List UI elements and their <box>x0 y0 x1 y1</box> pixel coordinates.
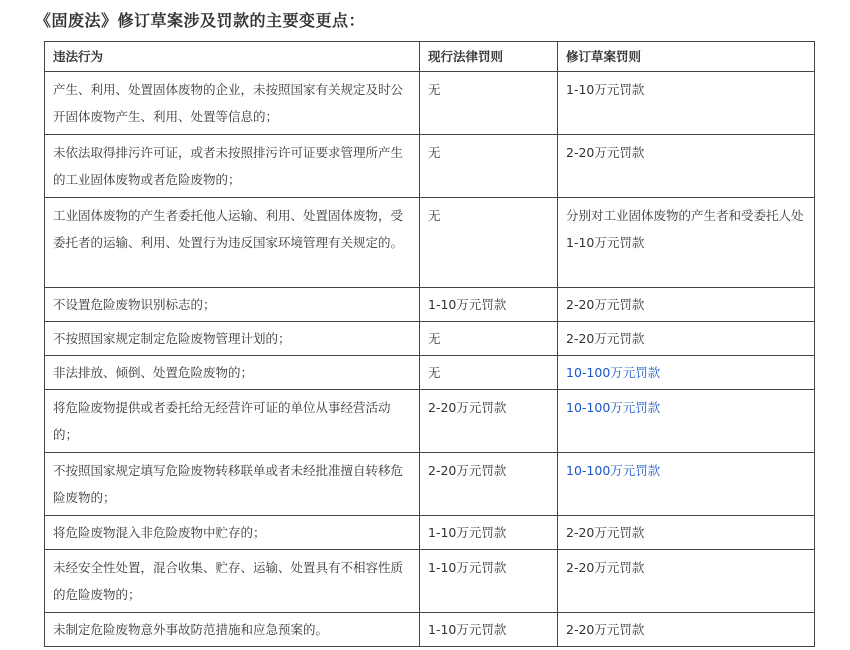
behavior-cell: 不按照国家规定制定危险废物管理计划的； <box>45 322 420 356</box>
table-row <box>45 135 815 198</box>
current-penalty-cell: 1-10万元罚款 <box>420 613 558 647</box>
current-penalty-cell: 无 <box>420 198 558 288</box>
behavior-cell: 不按照国家规定填写危险废物转移联单或者未经批准擅自转移危险废物的； <box>45 453 420 516</box>
current-penalty-cell: 无 <box>420 135 558 198</box>
revised-penalty-cell: 2-20万元罚款 <box>558 135 815 198</box>
behavior-cell: 未制定危险废物意外事故防范措施和应急预案的。 <box>45 613 420 647</box>
behavior-cell: 不设置危险废物识别标志的； <box>45 288 420 322</box>
current-penalty-cell: 2-20万元罚款 <box>420 390 558 453</box>
current-penalty-cell: 无 <box>420 72 558 135</box>
current-penalty-cell: 1-10万元罚款 <box>420 550 558 613</box>
table-header-row <box>45 42 815 72</box>
header-revised-penalty: 修订草案罚则 <box>558 42 815 72</box>
revised-penalty-cell-highlighted: 10-100万元罚款 <box>558 356 815 390</box>
table-row <box>45 453 815 516</box>
table-row <box>45 613 815 647</box>
revised-penalty-cell: 分别对工业固体废物的产生者和受委托人处1-10万元罚款 <box>558 198 815 288</box>
current-penalty-cell: 无 <box>420 322 558 356</box>
header-behavior: 违法行为 <box>45 42 420 72</box>
table-row <box>45 198 815 288</box>
revised-penalty-cell: 2-20万元罚款 <box>558 516 815 550</box>
behavior-cell: 将危险废物混入非危险废物中贮存的； <box>45 516 420 550</box>
revised-penalty-cell-highlighted: 10-100万元罚款 <box>558 453 815 516</box>
current-penalty-cell: 1-10万元罚款 <box>420 288 558 322</box>
behavior-cell: 未经安全性处置，混合收集、贮存、运输、处置具有不相容性质的危险废物的； <box>45 550 420 613</box>
table-row <box>45 390 815 453</box>
revised-penalty-cell: 2-20万元罚款 <box>558 322 815 356</box>
revised-penalty-cell: 1-10万元罚款 <box>558 72 815 135</box>
table-row <box>45 356 815 390</box>
revised-penalty-cell: 2-20万元罚款 <box>558 613 815 647</box>
table-row <box>45 550 815 613</box>
revised-penalty-cell: 2-20万元罚款 <box>558 550 815 613</box>
behavior-cell: 未依法取得排污许可证，或者未按照排污许可证要求管理所产生的工业固体废物或者危险废物的； <box>45 135 420 198</box>
current-penalty-cell: 2-20万元罚款 <box>420 453 558 516</box>
table-row <box>45 72 815 135</box>
table-row <box>45 322 815 356</box>
revised-penalty-cell: 2-20万元罚款 <box>558 288 815 322</box>
behavior-cell: 工业固体废物的产生者委托他人运输、利用、处置固体废物，受委托者的运输、利用、处置行为违反国家环境管理有关规定的。 <box>45 198 420 288</box>
current-penalty-cell: 无 <box>420 356 558 390</box>
table-row <box>45 516 815 550</box>
revised-penalty-cell-highlighted: 10-100万元罚款 <box>558 390 815 453</box>
behavior-cell: 将危险废物提供或者委托给无经营许可证的单位从事经营活动的； <box>45 390 420 453</box>
page-title: 《固废法》修订草案涉及罚款的主要变更点： <box>35 11 366 30</box>
header-current-penalty: 现行法律罚则 <box>420 42 558 72</box>
penalty-table <box>44 41 815 647</box>
behavior-cell: 产生、利用、处置固体废物的企业，未按照国家有关规定及时公开固体废物产生、利用、处置等信息的； <box>45 72 420 135</box>
current-penalty-cell: 1-10万元罚款 <box>420 516 558 550</box>
behavior-cell: 非法排放、倾倒、处置危险废物的； <box>45 356 420 390</box>
table-row <box>45 288 815 322</box>
